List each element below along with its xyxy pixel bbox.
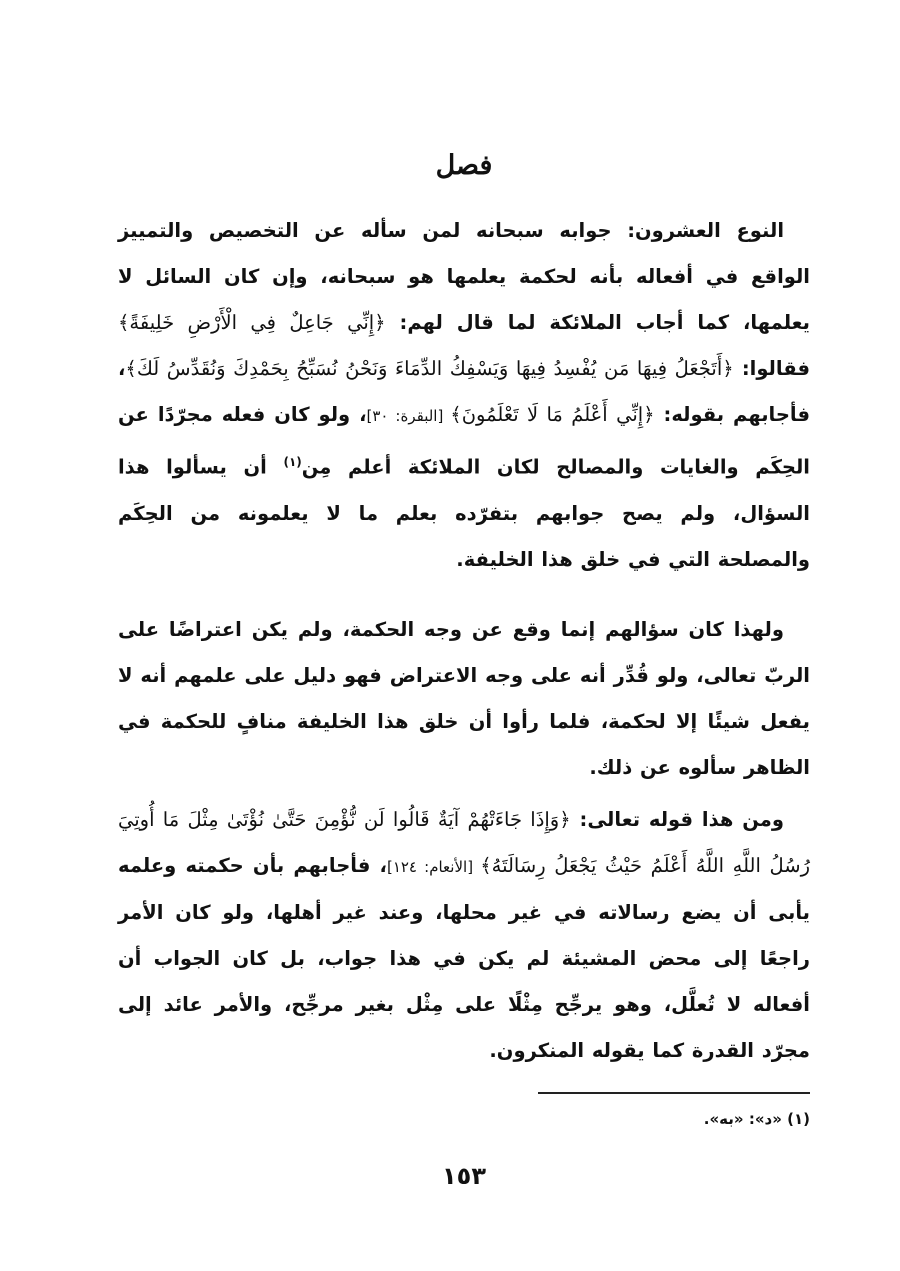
text-segment: ، فأجابهم بقوله: [118, 357, 810, 426]
footnote-reference: (١) [283, 455, 302, 469]
text-segment: ، ولو كان فعله مجرّدًا عن الحِكَم والغايات والمصالح لكان الملائكة أعلم مِن [118, 403, 810, 479]
page-number: ١٥٣ [442, 1162, 486, 1190]
text-segment: ولهذا كان سؤالهم إنما وقع عن وجه الحكمة، ولم يكن اعتراضًا على الربّ تعالى، ولو قُدِّر أنه على وجه الاعتراض فهو دليل على علمهم أنه لا يفعل شيئًا إلا لحكمة، فلما رأوا أن خلق هذا الخليفة منافٍ للحكمة في الظاهر سألوه عن ذلك. [118, 618, 810, 779]
verse-citation: [الأنعام: ١٢٤] [386, 858, 481, 876]
quran-verse: ﴿إِنِّي جَاعِلٌ فِي الْأَرْضِ خَلِيفَةً﴾ [118, 311, 386, 334]
paragraph-1 [118, 208, 810, 583]
footnote-divider [538, 1092, 810, 1094]
text-segment: ، فأجابهم بأن حكمته وعلمه يأبى أن يضع رسالاته في غير محلها، وعند غير أهلها، ولو كان الأمر راجعًا إلى محض المشيئة لم يكن في هذا جواب، بل كان الجواب أن أفعاله لا تُعلَّل، وهو يرجِّح مِثْلًا على مِثْل بغير مرجِّح، والأمر عائد إلى مجرّد القدرة كما يقوله المنكرون. [118, 854, 810, 1062]
text-segment: أن يسألوا هذا السؤال، ولم يصح جوابهم بتفرّده بعلم ما لا يعلمونه من الحِكَم والمصلحة التي في خلق هذا الخليفة. [118, 455, 810, 571]
paragraph-3 [118, 797, 810, 1074]
paragraph-2 [118, 607, 810, 791]
footnote: (١) «د»: «به». [703, 1110, 810, 1128]
quran-verse: ﴿إِنِّي أَعْلَمُ مَا لَا تَعْلَمُونَ﴾ [450, 403, 655, 426]
text-segment: النوع العشرون: جوابه سبحانه لمن سأله عن التخصيص والتمييز الواقع في أفعاله بأنه لحكمة يعلمها هو سبحانه، وإن كان السائل لا يعلمها، كما أجاب الملائكة لما قال لهم: [118, 219, 810, 334]
text-segment: فقالوا: [733, 357, 810, 380]
text-segment: ومن هذا قوله تعالى: [570, 808, 784, 831]
section-heading: فصل [435, 150, 493, 181]
quran-verse: ﴿وَإِذَا جَاءَتْهُمْ آيَةٌ قَالُوا لَن نُّؤْمِنَ حَتَّىٰ نُؤْتَىٰ مِثْلَ مَا أُوتِيَ رُسُلُ اللَّهِ اللَّهُ أَعْلَمُ حَيْثُ يَجْعَلُ رِسَالَتَهُ﴾ [118, 808, 811, 877]
verse-citation: [البقرة: ٣٠] [366, 407, 451, 425]
book-page [118, 0, 810, 1271]
quran-verse: ﴿أَتَجْعَلُ فِيهَا مَن يُفْسِدُ فِيهَا وَيَسْفِكُ الدِّمَاءَ وَنَحْنُ نُسَبِّحُ بِحَمْدِكَ وَنُقَدِّسُ لَكَ﴾ [125, 357, 734, 380]
